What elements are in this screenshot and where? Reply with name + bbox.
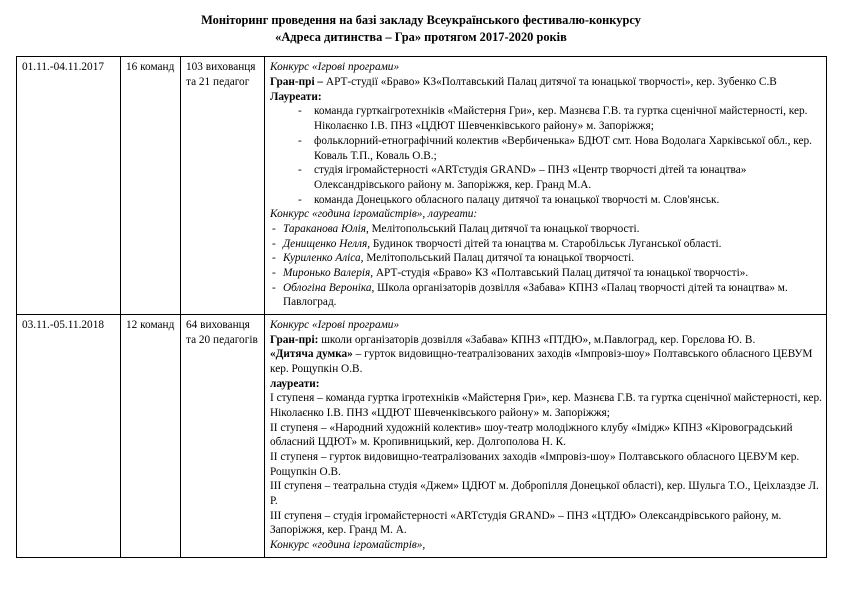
subtitle-rest: – гурток видовищно-театралізованих заходів «Імпровіз-шоу» Полтавського обласного ЦЕВУМ кер. Рощупкін О.В. [270,348,813,375]
person-org: Школа організаторів дозвілля «Забава» КПНЗ «Палац творчості дітей та юнацтва» м. Павлоград. [283,281,788,309]
cell-content [265,314,827,557]
list-item [270,251,822,266]
person-name: Миронько Валерія, [283,266,374,279]
subtitle-line [270,347,822,376]
laureate-line: ІІ ступеня – «Народний художній колектив» шоу-театр молодіжного клубу «Імідж» КПНЗ «Кіровоградський обласний ЦДЮТ» м. Кропивницький, кер. Долгополова Н. К. [270,421,793,449]
person-name: Куриленко Аліса, [283,252,364,265]
table-row [17,314,827,557]
section-heading-2: Конкурс «година ігромайстрів», лауреати: [270,208,478,221]
section-heading: Конкурс «Ігрові програми» [270,61,400,74]
section-heading-2: Конкурс «година ігромайстрів», [270,538,426,551]
cell-date: 03.11.-05.11.2018 [17,314,121,557]
cell-participants: 64 вихованця та 20 педагогів [181,314,265,557]
page-title-line1: Моніторинг проведення на базі закладу Всеукраїнського фестивалю-конкурсу [201,13,641,27]
list-item [270,281,822,310]
laureate-line: ІІ ступеня – гурток видовищно-театралізованих заходів «Імпровіз-шоу» Полтавського обласного ЦЕВУМ кер. Рощупкін О.В. [270,450,800,478]
grand-prix-label: Гран-прі: [270,333,319,346]
grand-prix-label: Гран-прі – [270,76,324,89]
person-name: Облогіна Вероніка, [283,281,375,294]
list-item: - фольклорний-етнографічний колектив «Вербиченька» БДЮТ смт. Нова Водолага Харківської обл., кер. Коваль Т.П., Коваль О.В.; [270,134,822,163]
ihromaistriv-list [270,222,822,310]
table-row [17,57,827,314]
list-item: - команда Донецького обласного палацу дитячої та юнацької творчості м. Слов'янськ. [270,193,822,208]
list-item [270,237,822,252]
grand-prix-line [270,75,822,90]
laureate-line: І ступеня – команда гуртка ігротехніків «Майстерня Гри», кер. Мазнєва Г.В. та гуртка сценічної майстерності, кер. Ніколаєнко І.В. ПНЗ «ЦДЮТ Шевченківського району» м. Запоріжжя; [270,392,822,419]
person-org: Мелітопольський Палац дитячої та юнацької творчості. [363,252,635,265]
page-title [16,12,826,45]
laureates-label: лауреати: [270,377,320,390]
section-heading: Конкурс «Ігрові програми» [270,318,400,331]
list-item [270,266,822,281]
page-title-line2: «Адреса дитинства – Гра» протягом 2017-2020 років [275,29,567,44]
person-org: Мелітопольський Палац дитячої та юнацької творчості. [368,222,640,235]
person-name: Денищенко Нелля, [283,237,371,250]
list-item: - команда гурткаігротехніків «Майстерня Гри», кер. Мазнєва Г.В. та гуртка сценічної майстерності, кер. Ніколаєнко І.В. ПНЗ «ЦДЮТ Шевченківського району» м. Запоріжжя; [270,104,822,133]
list-item: - студія ігромайстерності «ARTстудія GRAND» – ПНЗ «Центр творчості дітей та юнацтва» Олександрівського району м. Запоріжжя, кер. Гранд М.А. [270,163,822,192]
cell-date: 01.11.-04.11.2017 [17,57,121,314]
cell-content [265,57,827,314]
cell-teams: 16 команд [121,57,181,314]
laureate-line: ІІІ ступеня – театральна студія «Джем» ЦДЮТ м. Добропілля Донецької області), кер. Шульга Т.О., Цеіхлаздзе Л. Р. [270,480,819,507]
grand-prix-text: школи організаторів дозвілля «Забава» КПНЗ «ПТДЮ», м.Павлоград, кер. Горєлова Ю. В. [318,333,756,346]
cell-participants: 103 вихованця та 21 педагог [181,57,265,314]
list-item [270,222,822,237]
laureates-label: Лауреати: [270,90,322,103]
person-name: Тараканова Юлія, [283,222,369,235]
grand-prix-line [270,333,822,348]
person-org: АРТ-студія «Браво» КЗ «Полтавський Палац дитячої та юнацької творчості». [373,266,749,279]
grand-prix-text: АРТ-студії «Браво» КЗ«Полтавський Палац дитячої та юнацької творчості», кер. Зубенко С.В [325,76,777,89]
subtitle-bold: «Дитяча думка» [270,348,353,361]
laureate-line: ІІІ ступеня – студія ігромайстерності «ARTстудія GRAND» – ПНЗ «ЦТДЮ» Олександрівського району, м. Запоріжжя, кер. Гранд М. А. [270,509,782,537]
laureates-list [270,104,822,207]
cell-teams: 12 команд [121,314,181,557]
monitoring-table [16,56,827,557]
person-org: Будинок творчості дітей та юнацтва м. Старобільськ Луганської області. [370,237,722,250]
